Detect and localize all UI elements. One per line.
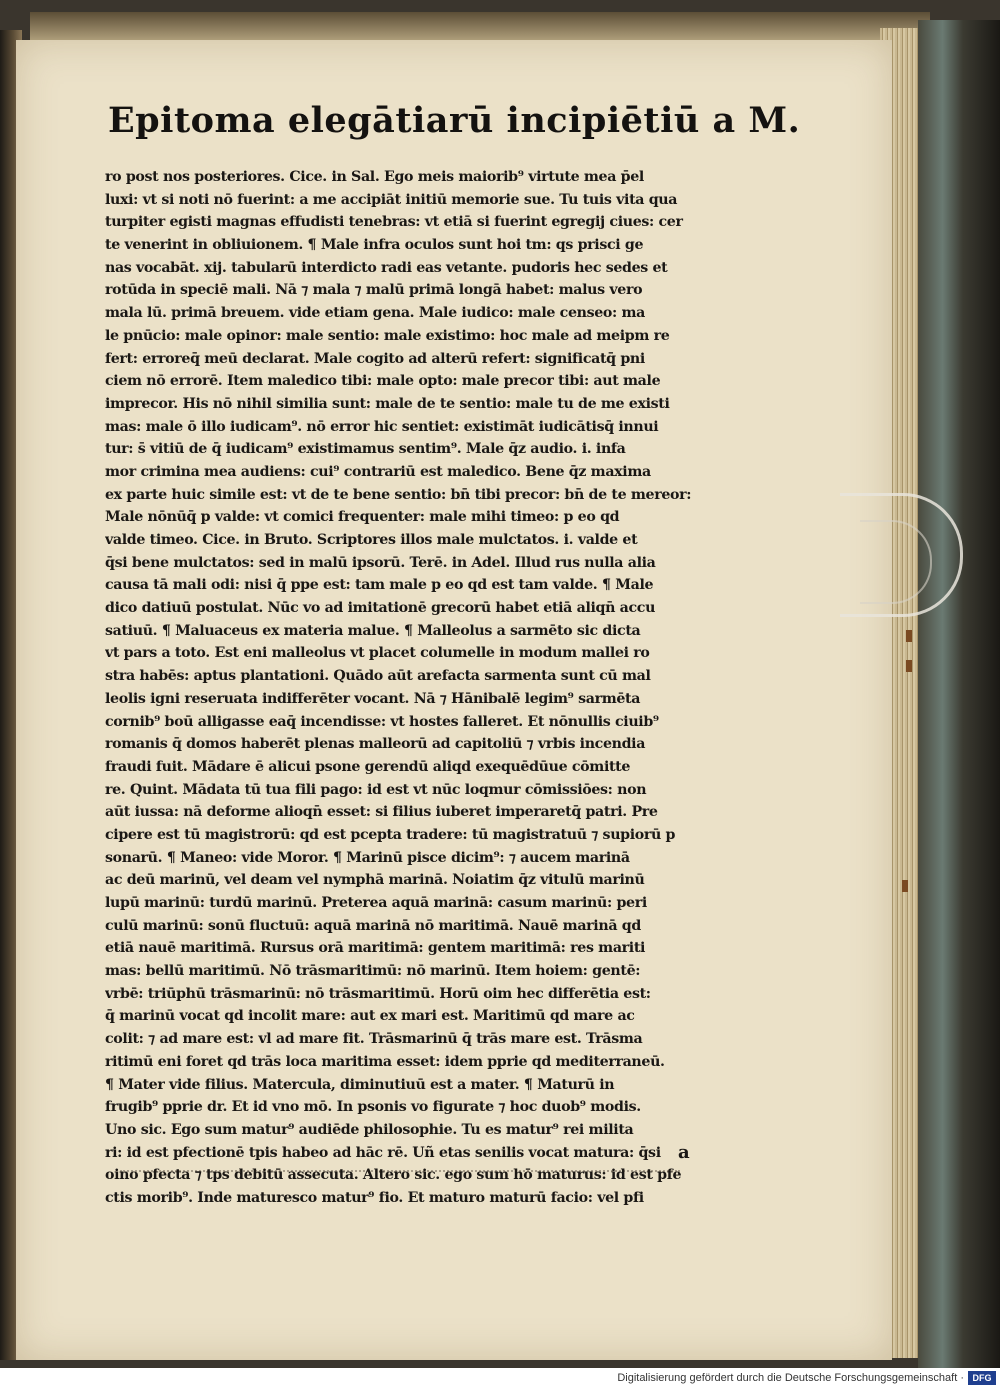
text-line: te venerint in obliuionem. ¶ Male infra oculos sunt hoi tm: qs prisci ge [105,237,644,254]
text-line: mas: bellū maritimū. Nō trāsmaritimū: nō marinū. Item hoiem: gentē: [105,963,641,980]
page-bottom-marks [120,1160,680,1172]
text-line: cipere est tū magistrorū: qd est pcepta tradere: tū magistratuū ⁊ supiorū p [105,826,676,843]
body-text [105,166,765,1210]
text-line: etiā nauē maritimā. Rursus orā maritimā: gentem maritimā: res mariti [105,940,646,957]
text-line: rotūda in speciē mali. Nā ⁊ mala ⁊ malū primā longā habet: malus vero [105,282,643,299]
text-line: valde timeo. Cice. in Bruto. Scriptores illos male mulctatos. i. valde et [105,532,638,548]
edge-tab-marker [902,880,908,892]
text-line: colit: ⁊ ad mare est: vl ad mare fit. Trāsmarinū q̄ trās mare est. Trāsma [105,1031,643,1048]
text-line: ri: id est pfectionē tpis habeo ad hāc rē. Uñ etas senilis vocat matura: q̄si [105,1144,661,1161]
text-line: satiuū. ¶ Maluaceus ex materia malue. ¶ Malleolus a sarmēto sic dicta [105,622,641,639]
text-line: ac deū marinū, vel deam vel nymphā marinā. Noiatim q̄z vitulū marinū [105,872,645,889]
text-line: re. Quint. Mādata tū tua fili pago: id est vt nūc loqmur cōmissiōes: non [105,781,647,798]
text-line: le pnūcio: male opinor: male sentio: male existimo: hoc male ad meipm re [105,327,670,344]
text-line: mor crimina mea audiens: cui⁹ contrariū est maledico. Bene q̄z maxima [105,463,651,480]
text-line: frugib⁹ pprie dr. Et id vno mō. In psonis vo figurate ⁊ hoc duob⁹ modis. [105,1099,641,1116]
text-line: ciem nō errorē. Item maledico tibi: male opto: male precor tibi: aut male [105,373,661,390]
text-line: ex parte huic simile est: vt de te bene sentio: bn̄ tibi precor: bn̄ de te mereor: [105,486,692,503]
text-line: fert: erroreq̄ meū declarat. Male cogito ad alterū refert: significatq̄ pni [105,350,645,367]
text-line: luxi: vt si noti nō fuerint: a me accipiāt initiū memorie sue. Tu tuis vita qua [105,191,678,208]
text-line: ¶ Mater vide filius. Matercula, diminutiuū est a mater. ¶ Maturū in [105,1076,615,1093]
edge-tab-marker [906,660,912,672]
book-cover-edge [918,20,1000,1368]
footer-bar [0,1368,1000,1389]
text-line: q̄ marinū vocat qd incolit mare: aut ex mari est. Maritimū qd mare ac [105,1008,635,1025]
signature-mark: a [678,1142,690,1163]
text-line: culū marinū: sonū fluctuū: aquā marinā nō maritimā. Nauē marinā qd [105,917,641,934]
text-line: dico datiuū postulat. Nūc vo ad imitationē grecorū habet etiā aliqn̄ accu [105,600,656,617]
text-line: Uno sic. Ego sum matur⁹ audiēde philosophie. Tu es matur⁹ rei milita [105,1121,634,1138]
text-line: lupū marinū: turdū marinū. Preterea aquā marinā: casum marinū: peri [105,895,647,911]
text-line: stra habēs: aptus plantationi. Quādo aūt arefacta sarmenta sunt cū mal [105,668,651,685]
text-line: vrbē: triūphū trāsmarinū: nō trāsmaritimū. Horū oim hec differētia est: [105,985,651,1002]
text-line: turpiter egisti magnas effudisti tenebras: vt etiā si fuerint egregij ciues: cer [105,214,683,231]
text-line: leolis igni reseruata indifferēter vocant. Nā ⁊ Hānibalē legim⁹ sarmēta [105,690,641,707]
footer-credit: Digitalisierung gefördert durch die Deutsche Forschungsgemeinschaft · [617,1372,964,1384]
text-line: q̄si bene mulctatos: sed in malū ipsorū. Terē. in Adel. Illud rus nulla alia [105,554,656,571]
text-line: causa tā mali odi: nisi q̄ ppe est: tam male p eo qd est tam valde. ¶ Male [105,577,654,594]
text-line: cornib⁹ boū alligasse eaq̄ incendisse: vt hostes falleret. Et nōnullis ciuib⁹ [105,713,659,730]
text-line: tur: s̄ vitiū de q̄ iudicam⁹ existimamus sentim⁹. Male q̄z audio. i. infa [105,441,626,458]
edge-tab-marker [906,630,912,642]
text-line: fraudi fuit. Mādare ē alicui psone gerendū aliqd exequēdūue cōmitte [105,758,631,775]
text-line: Male nōnūq̄ p valde: vt comici frequenter: male mihi timeo: p eo qd [105,509,620,526]
text-line: mala lū. primā breuem. vide etiam gena. Male iudico: male censeo: ma [105,305,646,322]
text-line: nas vocabāt. xij. tabularū interdicto radi eas vetante. pudoris hec sedes et [105,259,668,276]
text-line: ro post nos posteriores. Cice. in Sal. Ego meis maiorib⁹ virtute mea p̄el [105,169,644,185]
text-line: romanis q̄ domos haberēt plenas malleorū ad capitoliū ⁊ vrbis incendia [105,736,646,753]
text-line: oino pfecta ⁊ tps debitū assecuta. Altero sic. ego sum hō maturus: id est pfe [105,1167,682,1184]
page-heading: Epitoma elegātiarū incipiētiū a M. [108,100,801,141]
text-line: vt pars a toto. Est eni malleolus vt placet columelle in modum mallei ro [105,645,650,662]
text-line: ritimū eni foret qd trās loca maritima esset: idem pprie qd mediterraneū. [105,1053,665,1070]
text-line: ctis morib⁹. Inde maturesco matur⁹ fio. Et maturo maturū facio: vel pfi [105,1189,644,1206]
text-line: mas: male ō illo iudicam⁹. nō error hic sentiet: existimāt iudicātisq̄ innui [105,418,659,435]
text-line: sonarū. ¶ Maneo: vide Moror. ¶ Marinū pisce dicim⁹: ⁊ aucem marinā [105,849,630,866]
text-line: imprecor. His nō nihil similia sunt: male de te sentio: male tu de me existi [105,395,670,412]
dfg-logo: DFG [968,1371,996,1385]
text-line: aūt iussa: nā deforme alioqn̄ esset: si filius iuberet imperaretq̄ patri. Pre [105,804,658,821]
